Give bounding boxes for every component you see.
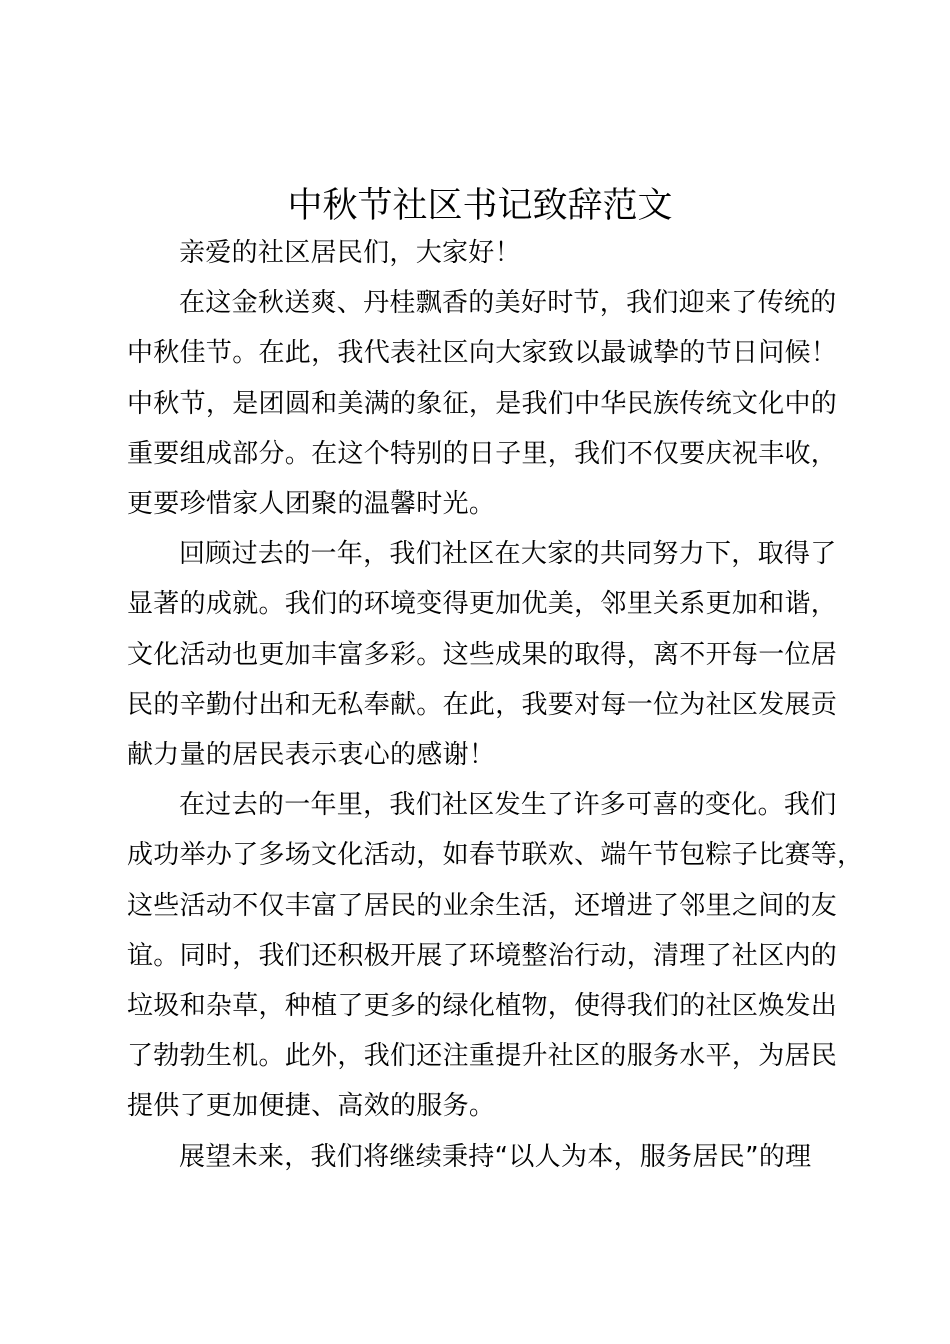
paragraph-line: 成功举办了多场文化活动，如春节联欢、端午节包粽子比赛等， (127, 840, 864, 871)
paragraph-line: 谊。同时，我们还积极开展了环境整治行动，清理了社区内的 (127, 940, 838, 971)
paragraph-line: 提供了更加便捷、高效的服务。 (127, 1091, 496, 1122)
paragraph-intro (127, 278, 838, 529)
document-body (127, 228, 864, 1182)
paragraph-line: 在这金秋送爽、丹桂飘香的美好时节，我们迎来了传统的 (179, 288, 837, 319)
paragraph-line: 献力量的居民表示衷心的感谢！ (127, 740, 496, 771)
paragraph-greeting (127, 228, 833, 278)
document-title: 中秋节社区书记致辞范文 (287, 186, 673, 226)
paragraph-line: 了勃勃生机。此外，我们还注重提升社区的服务水平，为居民 (127, 1041, 838, 1072)
paragraph-line: 文化活动也更加丰富多彩。这些成果的取得，离不开每一位居 (127, 639, 838, 670)
paragraph-line: 展望未来，我们将继续秉持“以人为本，服务居民”的理 (179, 1141, 812, 1172)
paragraph-line: 民的辛勤付出和无私奉献。在此，我要对每一位为社区发展贡 (127, 689, 838, 720)
paragraph-line: 更要珍惜家人团聚的温馨时光。 (127, 489, 496, 520)
paragraph-line: 回顾过去的一年，我们社区在大家的共同努力下，取得了 (179, 539, 837, 570)
paragraph-line: 中秋节，是团圆和美满的象征，是我们中华民族传统文化中的 (127, 388, 838, 419)
paragraph-line: 垃圾和杂草，种植了更多的绿化植物，使得我们的社区焕发出 (127, 991, 838, 1022)
paragraph-outlook (127, 1132, 833, 1182)
paragraph-line: 中秋佳节。在此，我代表社区向大家致以最诚挚的节日问候！ (127, 338, 838, 369)
paragraph-review (127, 529, 838, 780)
paragraph-line: 亲爱的社区居民们，大家好！ (179, 238, 521, 268)
paragraph-line: 这些活动不仅丰富了居民的业余生活，还增进了邻里之间的友 (127, 890, 838, 921)
paragraph-line: 重要组成部分。在这个特别的日子里，我们不仅要庆祝丰收， (127, 438, 838, 469)
paragraph-line: 显著的成就。我们的环境变得更加优美，邻里关系更加和谐， (127, 589, 838, 620)
paragraph-line: 在过去的一年里，我们社区发生了许多可喜的变化。我们 (179, 790, 837, 821)
paragraph-changes (127, 780, 864, 1131)
